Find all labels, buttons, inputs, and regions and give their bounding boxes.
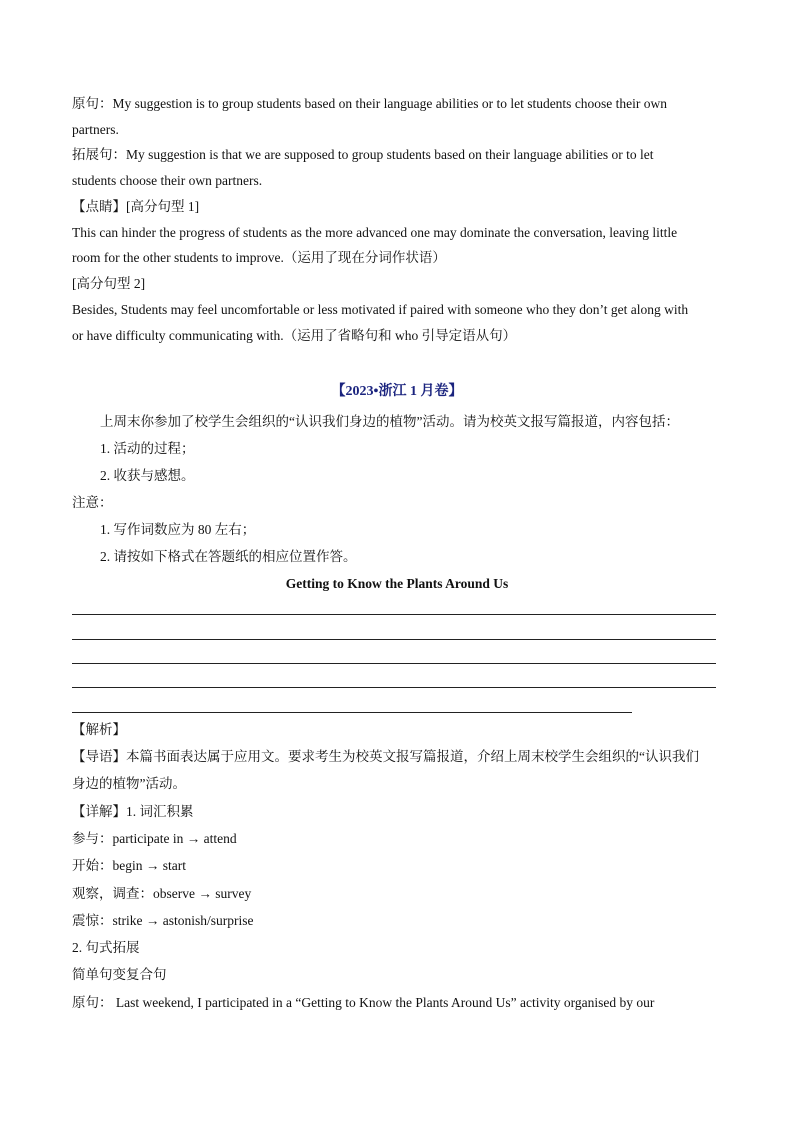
sentence-header: 2. 句式拓展 (72, 940, 140, 955)
section-title: 【2023•浙江 1 月卷】 (331, 384, 463, 399)
detail-header: 【详解】1. 词汇积累 (72, 804, 194, 819)
answer-line (72, 639, 716, 640)
note-2: 2. 请按如下格式在答题纸的相应位置作答。 (100, 549, 357, 564)
essay-title: Getting to Know the Plants Around Us (285, 576, 509, 591)
vocab-item: 参与：participate in → attend (72, 831, 237, 846)
note-label: 注意： (72, 495, 113, 510)
task-point-1: 1. 活动的过程； (100, 441, 195, 456)
answer-line (72, 614, 716, 615)
expanded-sentence-line1: 拓展句：My suggestion is that we are supposed to group students based on their language abilities or to let (72, 147, 654, 162)
vocab-item: 观察，调查：observe → survey (72, 886, 252, 901)
answer-line (72, 687, 716, 688)
tip-header: 【点睛】[高分句型 1] (72, 199, 200, 214)
task-prompt: 上周末你参加了校学生会组织的“认识我们身边的植物”活动。请为校英文报写篇报道，内容包括： (100, 414, 679, 429)
guide-line1: 【导语】本篇书面表达属于应用文。要求考生为校英文报写篇报道，介绍上周末校学生会组织的“认识我们 (72, 749, 699, 764)
answer-line (72, 663, 716, 664)
tip1-line2: room for the other students to improve.（运用了现在分词作状语） (72, 250, 446, 265)
tip2-line1: Besides, Students may feel uncomfortable or less motivated if paired with someone who they don’t get along with (72, 302, 689, 317)
task-point-2: 2. 收获与感想。 (100, 468, 195, 483)
vocab-item: 震惊：strike → astonish/surprise (72, 913, 254, 928)
vocab-item: 开始：begin → start (72, 858, 186, 873)
tip2-header: [高分句型 2] (72, 276, 146, 291)
tip2-line2: or have difficulty communicating with.（运用了省略句和 who 引导定语从句） (72, 328, 517, 343)
original-sentence-line1: 原句：My suggestion is to group students based on their language abilities or to let students choose their own (72, 96, 668, 111)
original-sentence-last: 原句： Last weekend, I participated in a “Getting to Know the Plants Around Us” activity organised by our (72, 995, 655, 1010)
original-sentence-line2: partners. (72, 122, 119, 137)
analysis-header: 【解析】 (72, 722, 126, 737)
guide-line2: 身边的植物”活动。 (72, 776, 186, 791)
tip1-line1: This can hinder the progress of students as the more advanced one may dominate the conversation, leaving little (72, 225, 678, 240)
answer-line (72, 712, 632, 713)
expanded-sentence-line2: students choose their own partners. (72, 173, 263, 188)
sentence-subheader: 简单句变复合句 (72, 967, 167, 982)
note-1: 1. 写作词数应为 80 左右； (100, 522, 256, 537)
